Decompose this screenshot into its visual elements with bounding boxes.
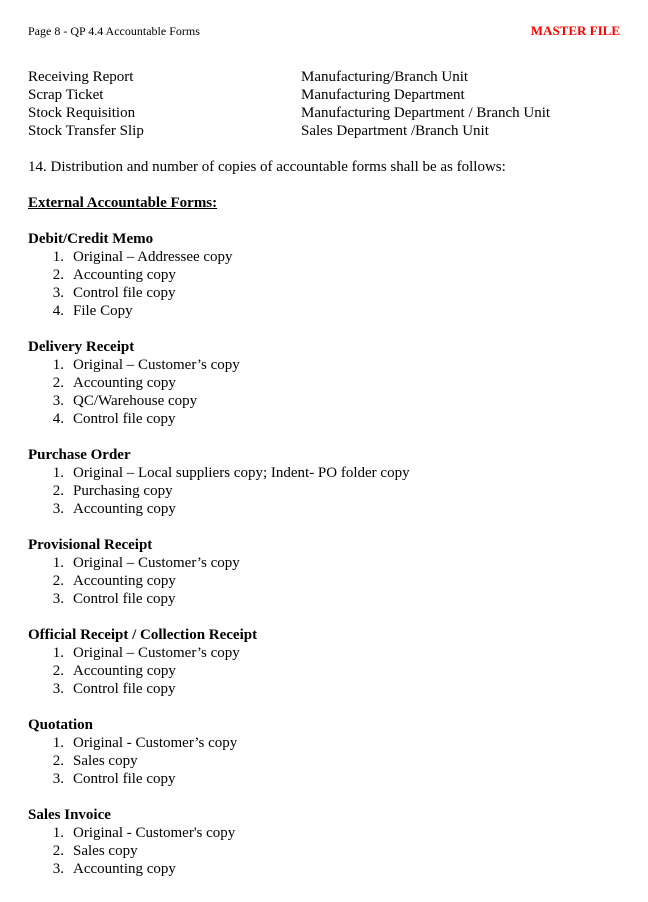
list-item-number: 1.: [52, 645, 64, 661]
list-item: [28, 284, 628, 302]
section-title: Official Receipt / Collection Receipt: [28, 627, 258, 643]
external-forms-heading: External Accountable Forms:: [28, 195, 218, 211]
list-item-text: File Copy: [73, 303, 133, 319]
list-item-number: 2.: [52, 267, 64, 283]
section-title: Debit/Credit Memo: [28, 231, 154, 247]
list-item-number: 2.: [52, 375, 64, 391]
list-item-text: Accounting copy: [73, 375, 176, 391]
list-item-text: Control file copy: [73, 591, 176, 607]
list-item: [28, 770, 628, 788]
list-item: [28, 860, 628, 878]
list-item-number: 1.: [52, 735, 64, 751]
list-item-text: Original – Customer’s copy: [73, 555, 240, 571]
list-item-number: 3.: [52, 501, 64, 517]
list-item-text: Sales copy: [73, 753, 138, 769]
list-item-text: Original - Customer's copy: [73, 825, 236, 841]
list-item: [28, 392, 628, 410]
form-unit: Manufacturing/Branch Unit: [301, 69, 469, 85]
forms-responsibility-table: [28, 68, 628, 140]
section-title: Sales Invoice: [28, 807, 111, 823]
list-item: [28, 824, 628, 842]
list-item: [28, 680, 628, 698]
list-item-number: 2.: [52, 753, 64, 769]
list-item-text: Control file copy: [73, 411, 176, 427]
list-item-number: 1.: [52, 465, 64, 481]
list-item-text: Control file copy: [73, 771, 176, 787]
form-name: Stock Requisition: [28, 105, 136, 121]
list-item-text: Original - Customer’s copy: [73, 735, 238, 751]
form-unit: Manufacturing Department: [301, 87, 465, 103]
form-name: Scrap Ticket: [28, 87, 104, 103]
list-item-number: 4.: [52, 411, 64, 427]
list-item-text: Sales copy: [73, 843, 138, 859]
list-item: [28, 752, 628, 770]
list-item-number: 3.: [52, 285, 64, 301]
form-section: [28, 338, 628, 428]
list-item: [28, 266, 628, 284]
section-title: Purchase Order: [28, 447, 131, 463]
list-item-number: 3.: [52, 393, 64, 409]
list-item-number: 2.: [52, 843, 64, 859]
list-item-text: Original – Customer’s copy: [73, 357, 240, 373]
list-item: [28, 500, 628, 518]
master-file-label: MASTER FILE: [530, 23, 620, 38]
list-item-number: 4.: [52, 303, 64, 319]
list-item-number: 2.: [52, 573, 64, 589]
list-item-text: Original – Local suppliers copy; Indent- PO folder copy: [73, 465, 410, 481]
section-title: Provisional Receipt: [28, 537, 153, 553]
form-section: [28, 230, 628, 320]
list-item: [28, 554, 628, 572]
list-item-text: Accounting copy: [73, 267, 176, 283]
list-item: [28, 644, 628, 662]
list-item-text: Accounting copy: [73, 861, 176, 877]
form-unit: Manufacturing Department / Branch Unit: [301, 105, 551, 121]
list-item-text: Accounting copy: [73, 663, 176, 679]
list-item-text: Control file copy: [73, 681, 176, 697]
form-name: Receiving Report: [28, 69, 134, 85]
list-item-number: 1.: [52, 555, 64, 571]
list-item: [28, 482, 628, 500]
list-item: [28, 302, 628, 320]
list-item-number: 3.: [52, 861, 64, 877]
list-item-number: 1.: [52, 249, 64, 265]
form-section: [28, 446, 628, 518]
form-name: Stock Transfer Slip: [28, 123, 144, 139]
list-item: [28, 590, 628, 608]
page-header: [28, 23, 620, 39]
section-title: Quotation: [28, 717, 94, 733]
section-title: Delivery Receipt: [28, 339, 135, 355]
list-item: [28, 842, 628, 860]
page-header-title: Page 8 - QP 4.4 Accountable Forms: [28, 24, 200, 38]
list-item-number: 1.: [52, 357, 64, 373]
list-item: [28, 734, 628, 752]
form-section: [28, 806, 628, 878]
list-item-text: Original – Customer’s copy: [73, 645, 240, 661]
form-unit: Sales Department /Branch Unit: [301, 123, 489, 139]
list-item-number: 2.: [52, 483, 64, 499]
list-item-number: 3.: [52, 681, 64, 697]
list-item-number: 2.: [52, 663, 64, 679]
list-item-number: 1.: [52, 825, 64, 841]
list-item-text: Control file copy: [73, 285, 176, 301]
distribution-paragraph: 14. Distribution and number of copies of accountable forms shall be as follows:: [28, 159, 506, 175]
list-item: [28, 662, 628, 680]
list-item: [28, 374, 628, 392]
list-item-number: 3.: [52, 771, 64, 787]
list-item-text: QC/Warehouse copy: [73, 393, 198, 409]
document-body: [28, 68, 628, 878]
list-item: [28, 248, 628, 266]
list-item-text: Accounting copy: [73, 573, 176, 589]
list-item: [28, 356, 628, 374]
list-item: [28, 410, 628, 428]
list-item-text: Accounting copy: [73, 501, 176, 517]
form-section: [28, 536, 628, 608]
list-item-number: 3.: [52, 591, 64, 607]
list-item-text: Original – Addressee copy: [73, 249, 233, 265]
list-item: [28, 464, 628, 482]
form-section: [28, 626, 628, 698]
form-section: [28, 716, 628, 788]
forms-sections: [28, 230, 628, 878]
list-item-text: Purchasing copy: [73, 483, 173, 499]
list-item: [28, 572, 628, 590]
